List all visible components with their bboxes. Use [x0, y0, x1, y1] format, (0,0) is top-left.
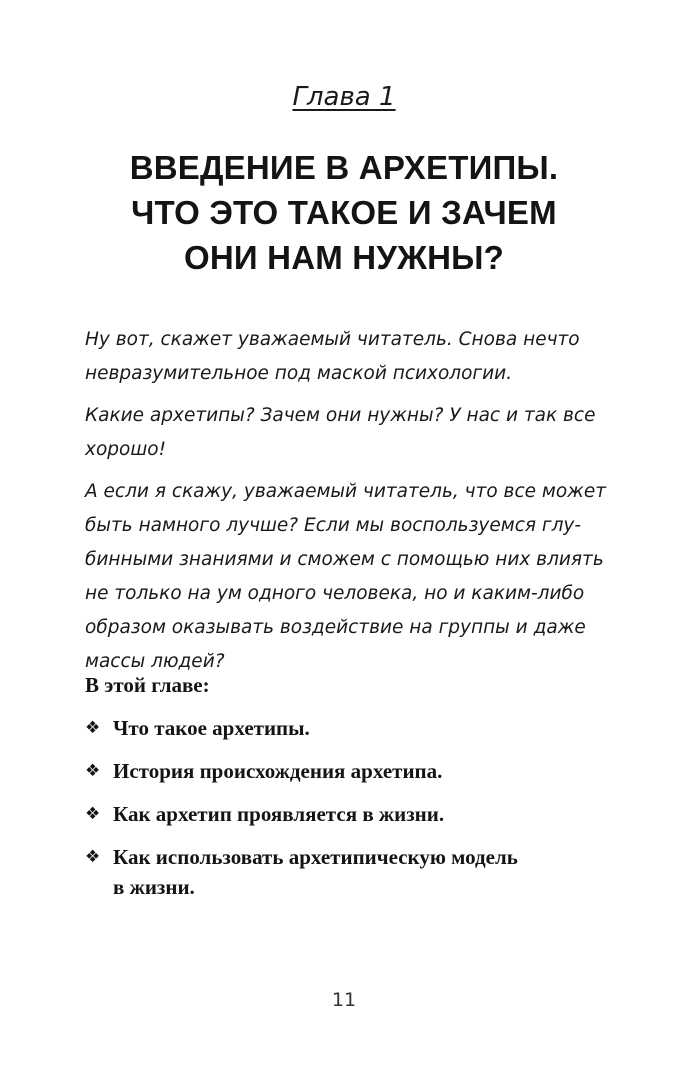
chapter-label-text: Глава 1 — [292, 82, 396, 112]
summary-item — [85, 842, 615, 902]
text-line: хорошо! — [85, 439, 166, 460]
text-line: История происхождения архетипа. — [113, 759, 443, 783]
text-line: Как архетип проявляется в жизни. — [113, 802, 445, 826]
text-line: Как использовать архетипическую модель — [113, 845, 518, 869]
diamond-bullet-icon: ❖ — [85, 804, 101, 824]
text-line: в жизни. — [113, 875, 195, 899]
page-number: 11 — [331, 989, 357, 1011]
text-line: быть намного лучше? Если мы воспользуемся глу- — [85, 515, 582, 536]
diamond-bullet-icon: ❖ — [85, 718, 101, 738]
summary-item-text — [113, 713, 310, 743]
diamond-bullet-icon: ❖ — [85, 847, 101, 867]
intro-paragraph — [85, 323, 610, 391]
summary-item-text — [113, 799, 444, 829]
text-line: Какие архетипы? Зачем они нужны? У нас и так все — [85, 405, 596, 426]
intro-text — [85, 323, 610, 687]
chapter-title — [40, 145, 648, 280]
summary-item — [85, 799, 615, 829]
text-line: массы людей? — [85, 651, 225, 672]
chapter-title-line: ВВЕДЕНИЕ В АРХЕТИПЫ. — [129, 149, 559, 186]
text-line: Что такое архетипы. — [113, 716, 310, 740]
intro-paragraph — [85, 475, 610, 679]
summary-item — [85, 756, 615, 786]
chapter-label — [0, 80, 688, 114]
intro-paragraph — [85, 399, 610, 467]
summary-item — [85, 713, 615, 743]
text-line: А если я скажу, уважаемый читатель, что все может — [85, 481, 606, 502]
diamond-bullet-icon: ❖ — [85, 761, 101, 781]
summary-heading: В этой главе: — [85, 673, 210, 697]
summary-item-text — [113, 842, 518, 902]
chapter-title-line: ЧТО ЭТО ТАКОЕ И ЗАЧЕМ — [131, 194, 557, 231]
text-line: бинными знаниями и сможем с помощью них влиять — [85, 549, 604, 570]
text-line: Ну вот, скажет уважаемый читатель. Снова нечто — [85, 329, 580, 350]
chapter-title-line: ОНИ НАМ НУЖНЫ? — [184, 239, 504, 276]
text-line: образом оказывать воздействие на группы и даже — [85, 617, 586, 638]
summary-item-text — [113, 756, 442, 786]
text-line: не только на ум одного человека, но и каким-либо — [85, 583, 585, 604]
chapter-summary — [85, 670, 615, 915]
text-line: невразумительное под маской психологии. — [85, 363, 513, 384]
